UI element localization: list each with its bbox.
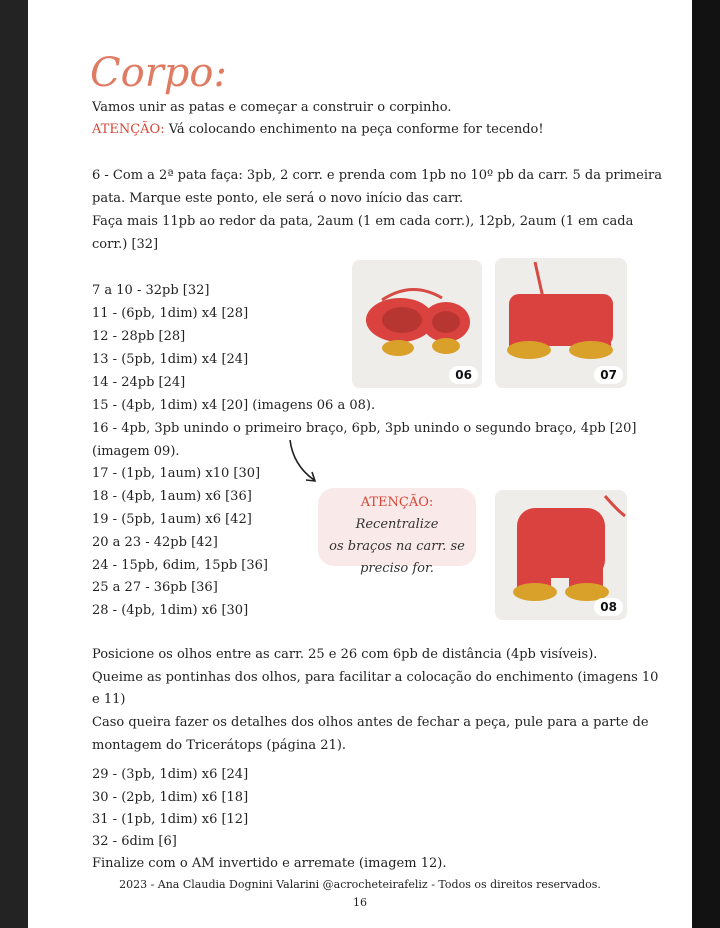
row-instruction: 7 a 10 - 32pb [32] [92,283,210,298]
row-instruction: 25 a 27 - 36pb [36] [92,580,218,595]
paragraph-burn: e 11) [92,692,126,707]
step6-line: pata. Marque este ponto, ele será o novo início das carr. [92,191,464,206]
photo-08 [495,490,627,620]
paragraph-eyes: Posicione os olhos entre as carr. 25 e 26 com 6pb de distância (4pb visíveis). [92,647,598,662]
paragraph-details: Caso queira fazer os detalhes dos olhos antes de fechar a peça, pule para a parte de [92,715,649,730]
callout-text: os braços na carr. se [329,539,465,554]
paragraph-burn: Queime as pontinhas dos olhos, para facilitar a colocação do enchimento (imagens 10 [92,670,659,685]
step16-line: 16 - 4pb, 3pb unindo o primeiro braço, 6pb, 3pb unindo o segundo braço, 4pb [20] [92,421,637,436]
photo-06 [352,260,482,388]
paragraph-details: montagem do Tricerátops (página 21). [92,738,347,753]
section-heading: Corpo: [90,50,227,96]
photo-label: 07 [594,366,623,384]
photo-label: 08 [594,598,623,616]
row-instruction: 20 a 23 - 42pb [42] [92,535,218,550]
footer-credit: 2023 - Ana Claudia Dognini Valarini @acrocheteirafeliz - Todos os direitos reservados. [119,878,601,891]
step6-line: 6 - Com a 2ª pata faça: 3pb, 2 corr. e prenda com 1pb no 10º pb da carr. 5 da primeira [92,168,662,183]
step16-line: (imagem 09). [92,444,180,459]
row-instruction: 19 - (5pb, 1aum) x6 [42] [92,512,252,527]
callout-text: Recentralize [355,517,439,532]
callout-label: ATENÇÃO: [360,495,434,510]
row-instruction: 15 - (4pb, 1dim) x4 [20] (imagens 06 a 08). [92,398,376,413]
row-instruction: 32 - 6dim [6] [92,834,177,849]
photo-07 [495,258,627,388]
callout-text: preciso for. [360,561,434,576]
row-instruction: 14 - 24pb [24] [92,375,186,390]
left-margin [0,0,28,928]
row-instruction: 29 - (3pb, 1dim) x6 [24] [92,767,249,782]
row-instruction: 30 - (2pb, 1dim) x6 [18] [92,790,249,805]
photo-label: 06 [449,366,478,384]
row-instruction: 28 - (4pb, 1dim) x6 [30] [92,603,249,618]
row-instruction: 12 - 28pb [28] [92,329,186,344]
row-instruction: 18 - (4pb, 1aum) x6 [36] [92,489,252,504]
step6-line: Faça mais 11pb ao redor da pata, 2aum (1 em cada corr.), 12pb, 2aum (1 em cada [92,214,634,229]
attention-label: ATENÇÃO: [92,122,165,137]
row-instruction: 13 - (5pb, 1dim) x4 [24] [92,352,249,367]
row-instruction: 11 - (6pb, 1dim) x4 [28] [92,306,249,321]
right-margin [692,0,720,928]
attention-callout [318,488,476,576]
page-number: 16 [353,896,367,909]
row-instruction: 31 - (1pb, 1dim) x6 [12] [92,812,249,827]
attention-text: Vá colocando enchimento na peça conforme for tecendo! [164,122,544,137]
document-page [28,0,692,928]
arrow-icon [284,436,324,486]
row-instruction: 17 - (1pb, 1aum) x10 [30] [92,466,261,481]
row-instruction: 24 - 15pb, 6dim, 15pb [36] [92,558,268,573]
finalize-text: Finalize com o AM invertido e arremate (imagem 12). [92,856,447,871]
step6-line: corr.) [32] [92,237,159,252]
intro-text: Vamos unir as patas e começar a construir o corpinho. [92,100,452,115]
attention-line [92,120,544,140]
